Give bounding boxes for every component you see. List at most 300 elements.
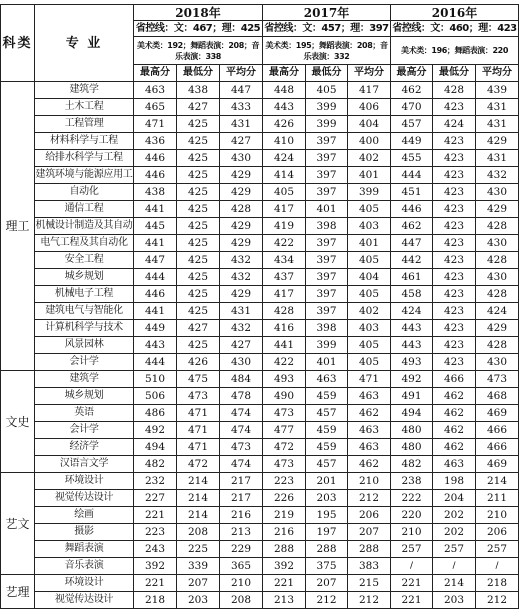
year-2018-header: 2018年 (134, 5, 263, 21)
score-cell: 428 (476, 218, 519, 235)
score-cell: 210 (348, 473, 391, 490)
score-cell: 477 (263, 422, 306, 439)
major-cell: 计算机科学与技术 (35, 320, 134, 337)
score-cell: 425 (177, 252, 220, 269)
score-cell: 403 (348, 320, 391, 337)
score-cell: 229 (220, 541, 263, 558)
score-cell: 208 (220, 592, 263, 609)
score-cell: 288 (348, 541, 391, 558)
score-cell: 214 (177, 473, 220, 490)
score-cell: 447 (134, 252, 177, 269)
major-cell: 汉语言文学 (35, 456, 134, 473)
major-cell: 会计学 (35, 354, 134, 371)
stat-label-min: 最低分 (177, 65, 220, 82)
score-cell: 494 (134, 439, 177, 456)
major-cell: 材料科学与工程 (35, 133, 134, 150)
table-row (1, 541, 519, 558)
score-cell: 423 (433, 184, 476, 201)
score-cell: 202 (433, 507, 476, 524)
score-cell: 402 (348, 150, 391, 167)
table-row (1, 405, 519, 422)
score-cell: 398 (306, 320, 348, 337)
score-cell: 462 (433, 405, 476, 422)
score-cell: 473 (476, 371, 519, 388)
table-row (1, 320, 519, 337)
major-cell: 音乐表演 (35, 558, 134, 575)
score-cell: 430 (476, 354, 519, 371)
table-row (1, 201, 519, 218)
score-cell: 221 (391, 592, 433, 609)
score-cell: 405 (348, 286, 391, 303)
score-cell: 212 (476, 592, 519, 609)
table-row (1, 592, 519, 609)
score-cell: 430 (476, 269, 519, 286)
score-cell: 419 (263, 218, 306, 235)
score-cell: 429 (476, 133, 519, 150)
major-cell: 风景园林 (35, 337, 134, 354)
score-cell: 510 (134, 371, 177, 388)
table-row (1, 337, 519, 354)
score-cell: 399 (306, 99, 348, 116)
score-cell: 423 (433, 218, 476, 235)
score-cell: 417 (263, 286, 306, 303)
score-cell: 398 (306, 218, 348, 235)
score-cell: 423 (433, 133, 476, 150)
score-cell: 221 (134, 507, 177, 524)
score-cell: 492 (134, 422, 177, 439)
score-cell: 473 (177, 388, 220, 405)
score-cell: 392 (134, 558, 177, 575)
score-cell: 223 (263, 473, 306, 490)
score-cell: 403 (348, 218, 391, 235)
score-cell: 397 (306, 252, 348, 269)
admission-score-table (0, 4, 519, 609)
control-line-2017: 省控线：文：457；理：397 (263, 21, 391, 37)
score-cell: 213 (220, 524, 263, 541)
score-cell: 425 (177, 167, 220, 184)
score-cell: 451 (391, 184, 433, 201)
score-cell: 428 (433, 82, 476, 99)
major-cell: 通信工程 (35, 201, 134, 218)
score-cell: 288 (263, 541, 306, 558)
score-cell: 426 (177, 354, 220, 371)
table-row (1, 167, 519, 184)
score-cell: 447 (220, 82, 263, 99)
major-cell: 会计学 (35, 422, 134, 439)
score-cell: 441 (134, 303, 177, 320)
score-cell: 397 (306, 303, 348, 320)
score-cell: 470 (391, 99, 433, 116)
year-header-row (1, 5, 519, 21)
score-cell: 202 (433, 524, 476, 541)
score-cell: 424 (391, 303, 433, 320)
score-cell: 423 (433, 354, 476, 371)
score-cell: 399 (306, 116, 348, 133)
score-cell: 449 (134, 320, 177, 337)
major-cell: 安全工程 (35, 252, 134, 269)
score-cell: 468 (476, 388, 519, 405)
score-cell: 457 (391, 116, 433, 133)
major-header: 专 业 (35, 5, 134, 82)
score-cell: 405 (306, 82, 348, 99)
score-cell: 197 (306, 524, 348, 541)
score-cell: 425 (177, 337, 220, 354)
score-cell: 226 (263, 490, 306, 507)
score-cell: 474 (220, 405, 263, 422)
score-cell: 223 (134, 524, 177, 541)
score-cell: 400 (348, 133, 391, 150)
score-cell: 430 (220, 354, 263, 371)
category-cell: 艺文 (1, 473, 35, 575)
table-row (1, 490, 519, 507)
score-cell: 493 (391, 354, 433, 371)
score-cell: 471 (134, 116, 177, 133)
category-cell: 文史 (1, 371, 35, 473)
score-cell: 461 (391, 269, 433, 286)
score-cell: 463 (348, 439, 391, 456)
score-cell: 210 (391, 524, 433, 541)
score-cell: 457 (306, 456, 348, 473)
score-cell: 444 (134, 354, 177, 371)
score-cell: 201 (306, 473, 348, 490)
score-cell: 430 (220, 150, 263, 167)
score-cell: 425 (177, 286, 220, 303)
score-cell: 423 (433, 320, 476, 337)
score-cell: 427 (177, 320, 220, 337)
table-row (1, 269, 519, 286)
score-cell: 401 (348, 167, 391, 184)
score-cell: 414 (263, 167, 306, 184)
score-cell: 397 (306, 184, 348, 201)
score-cell: 462 (348, 456, 391, 473)
score-cell: 397 (306, 150, 348, 167)
score-cell: 471 (177, 405, 220, 422)
score-cell: 469 (476, 456, 519, 473)
score-cell: 425 (177, 269, 220, 286)
year-2016-header: 2016年 (391, 5, 519, 21)
score-cell: 434 (263, 252, 306, 269)
table-row (1, 575, 519, 592)
score-cell: 443 (391, 320, 433, 337)
score-cell: 425 (177, 235, 220, 252)
score-cell: 429 (220, 218, 263, 235)
score-cell: 472 (177, 456, 220, 473)
major-cell: 经济学 (35, 439, 134, 456)
score-cell: 405 (348, 201, 391, 218)
table-row (1, 422, 519, 439)
table-row (1, 99, 519, 116)
score-cell: 441 (134, 235, 177, 252)
score-cell: 417 (263, 201, 306, 218)
score-cell: 432 (220, 320, 263, 337)
score-cell: 397 (306, 286, 348, 303)
score-cell: 462 (391, 218, 433, 235)
major-cell: 英语 (35, 405, 134, 422)
score-cell: 425 (177, 133, 220, 150)
score-cell: 227 (134, 490, 177, 507)
major-cell: 给排水科学与工程 (35, 150, 134, 167)
score-cell: 438 (177, 82, 220, 99)
score-cell: 428 (220, 201, 263, 218)
score-cell: 465 (134, 99, 177, 116)
major-cell: 机械设计制造及其自动 (35, 218, 134, 235)
score-cell: 214 (476, 473, 519, 490)
stat-label-avg: 平均分 (476, 65, 519, 82)
score-cell: 493 (263, 371, 306, 388)
stat-label-max: 最高分 (134, 65, 177, 82)
score-cell: 339 (177, 558, 220, 575)
score-cell: 221 (134, 575, 177, 592)
score-cell: 462 (433, 388, 476, 405)
score-cell: 466 (433, 371, 476, 388)
score-cell: 218 (134, 592, 177, 609)
score-cell: 210 (476, 507, 519, 524)
stat-label-avg: 平均分 (348, 65, 391, 82)
score-cell: 416 (263, 320, 306, 337)
score-cell: 425 (177, 116, 220, 133)
score-cell: 221 (391, 575, 433, 592)
major-cell: 绘画 (35, 507, 134, 524)
score-cell: 458 (391, 286, 433, 303)
score-cell: 474 (220, 422, 263, 439)
category-header: 科类 (1, 5, 35, 82)
stat-label-min: 最低分 (433, 65, 476, 82)
score-cell: 426 (263, 116, 306, 133)
major-cell: 自动化 (35, 184, 134, 201)
score-cell: 425 (177, 150, 220, 167)
score-cell: 446 (391, 201, 433, 218)
score-cell: 405 (348, 354, 391, 371)
table-row (1, 116, 519, 133)
score-cell: 439 (476, 82, 519, 99)
score-cell: 208 (177, 524, 220, 541)
score-cell: 216 (220, 507, 263, 524)
score-cell: 432 (220, 252, 263, 269)
score-cell: 433 (220, 99, 263, 116)
score-cell: 212 (306, 592, 348, 609)
stat-label-min: 最低分 (306, 65, 348, 82)
score-cell: 444 (134, 269, 177, 286)
major-cell: 城乡规划 (35, 269, 134, 286)
score-cell: 448 (263, 82, 306, 99)
score-cell: 446 (134, 150, 177, 167)
score-cell: 449 (391, 133, 433, 150)
major-cell: 建筑环境与能源应用工 (35, 167, 134, 184)
score-cell: 401 (348, 235, 391, 252)
score-cell: 466 (476, 422, 519, 439)
table-row (1, 303, 519, 320)
score-cell: 375 (306, 558, 348, 575)
stat-label-max: 最高分 (391, 65, 433, 82)
score-cell: 404 (348, 269, 391, 286)
table-row (1, 371, 519, 388)
score-cell: 429 (220, 286, 263, 303)
score-cell: 480 (391, 439, 433, 456)
score-cell: 214 (177, 507, 220, 524)
score-cell: 405 (263, 184, 306, 201)
score-cell: 459 (306, 439, 348, 456)
score-cell: 203 (177, 592, 220, 609)
score-cell: 462 (433, 439, 476, 456)
table-row (1, 218, 519, 235)
table-row (1, 252, 519, 269)
score-cell: 218 (476, 575, 519, 592)
score-cell: 428 (476, 337, 519, 354)
score-cell: 257 (391, 541, 433, 558)
score-cell: 417 (348, 82, 391, 99)
score-cell: 215 (348, 575, 391, 592)
score-cell: 423 (433, 252, 476, 269)
score-cell: 431 (476, 150, 519, 167)
table-row (1, 456, 519, 473)
stat-label-avg: 平均分 (220, 65, 263, 82)
score-cell: 219 (263, 507, 306, 524)
score-cell: 462 (433, 422, 476, 439)
score-cell: 459 (306, 388, 348, 405)
score-cell: 423 (433, 150, 476, 167)
table-row (1, 286, 519, 303)
score-cell: 469 (476, 405, 519, 422)
score-cell: 432 (220, 269, 263, 286)
score-cell: 463 (348, 388, 391, 405)
major-cell: 舞蹈表演 (35, 541, 134, 558)
score-cell: 392 (263, 558, 306, 575)
score-cell: 463 (306, 371, 348, 388)
score-cell: 471 (177, 439, 220, 456)
table-row (1, 524, 519, 541)
score-cell: 217 (220, 473, 263, 490)
score-cell: 383 (348, 558, 391, 575)
score-cell: 365 (220, 558, 263, 575)
score-cell: 425 (177, 303, 220, 320)
score-cell: 445 (134, 218, 177, 235)
score-cell: 288 (306, 541, 348, 558)
table-row (1, 354, 519, 371)
score-cell: 475 (177, 371, 220, 388)
score-cell: 214 (433, 575, 476, 592)
score-cell: 425 (177, 218, 220, 235)
score-cell: 459 (306, 422, 348, 439)
table-row (1, 558, 519, 575)
score-cell: 431 (476, 99, 519, 116)
score-cell: 195 (306, 507, 348, 524)
score-cell: 443 (134, 337, 177, 354)
score-cell: 423 (433, 286, 476, 303)
score-cell: 402 (348, 303, 391, 320)
art-line-2017: 美术类：195；舞蹈表演：208；音乐表演：332 (263, 37, 391, 65)
score-cell: 482 (391, 456, 433, 473)
score-cell: 474 (220, 456, 263, 473)
major-cell: 工程管理 (35, 116, 134, 133)
score-cell: 441 (134, 201, 177, 218)
score-cell: 424 (476, 303, 519, 320)
score-cell: / (391, 558, 433, 575)
score-cell: 406 (348, 99, 391, 116)
score-cell: 429 (476, 201, 519, 218)
score-cell: 462 (348, 405, 391, 422)
major-cell: 环境设计 (35, 575, 134, 592)
score-cell: 443 (263, 99, 306, 116)
score-cell: 198 (433, 473, 476, 490)
score-cell: 473 (263, 456, 306, 473)
table-row (1, 507, 519, 524)
score-cell: 207 (306, 575, 348, 592)
score-cell: 203 (306, 490, 348, 507)
score-cell: 212 (348, 490, 391, 507)
score-cell: 427 (220, 133, 263, 150)
score-cell: 446 (134, 167, 177, 184)
score-cell: 207 (348, 524, 391, 541)
score-cell: 428 (263, 303, 306, 320)
score-cell: 211 (476, 490, 519, 507)
score-cell: 410 (263, 133, 306, 150)
score-cell: 423 (433, 303, 476, 320)
score-cell: 399 (306, 337, 348, 354)
score-cell: 217 (220, 490, 263, 507)
category-cell: 艺理 (1, 575, 35, 609)
table-row (1, 82, 519, 99)
major-cell: 土木工程 (35, 99, 134, 116)
score-cell: 204 (433, 490, 476, 507)
score-cell: 442 (391, 252, 433, 269)
score-cell: 472 (263, 439, 306, 456)
score-cell: 397 (306, 235, 348, 252)
score-cell: 431 (220, 116, 263, 133)
category-cell: 理工 (1, 82, 35, 371)
score-cell: 471 (177, 422, 220, 439)
score-cell: 425 (177, 201, 220, 218)
major-cell: 城乡规划 (35, 388, 134, 405)
table-row (1, 388, 519, 405)
score-cell: 441 (263, 337, 306, 354)
table-row (1, 184, 519, 201)
score-cell: 397 (306, 167, 348, 184)
score-cell: 397 (306, 133, 348, 150)
major-cell: 建筑学 (35, 82, 134, 99)
score-cell: 213 (263, 592, 306, 609)
score-cell: 401 (306, 201, 348, 218)
score-cell: 431 (476, 116, 519, 133)
major-cell: 环境设计 (35, 473, 134, 490)
table-row (1, 439, 519, 456)
score-cell: 429 (220, 167, 263, 184)
score-cell: 463 (134, 82, 177, 99)
major-cell: 摄影 (35, 524, 134, 541)
score-cell: 429 (220, 184, 263, 201)
score-cell: 257 (433, 541, 476, 558)
score-cell: 221 (263, 575, 306, 592)
major-cell: 视觉传达设计 (35, 490, 134, 507)
control-line-2018: 省控线：文：467；理：425 (134, 21, 263, 37)
score-cell: 405 (348, 252, 391, 269)
score-cell: 491 (391, 388, 433, 405)
major-cell: 机械电子工程 (35, 286, 134, 303)
score-cell: 423 (433, 167, 476, 184)
stat-label-max: 最高分 (263, 65, 306, 82)
score-cell: 430 (476, 184, 519, 201)
score-cell: 424 (433, 116, 476, 133)
score-cell: 397 (306, 269, 348, 286)
score-cell: / (476, 558, 519, 575)
score-cell: 429 (220, 235, 263, 252)
score-cell: 422 (263, 354, 306, 371)
score-cell: 427 (220, 337, 263, 354)
score-cell: 257 (476, 541, 519, 558)
score-cell: 478 (220, 388, 263, 405)
score-cell: 463 (433, 456, 476, 473)
table-row (1, 133, 519, 150)
score-cell: 431 (220, 303, 263, 320)
